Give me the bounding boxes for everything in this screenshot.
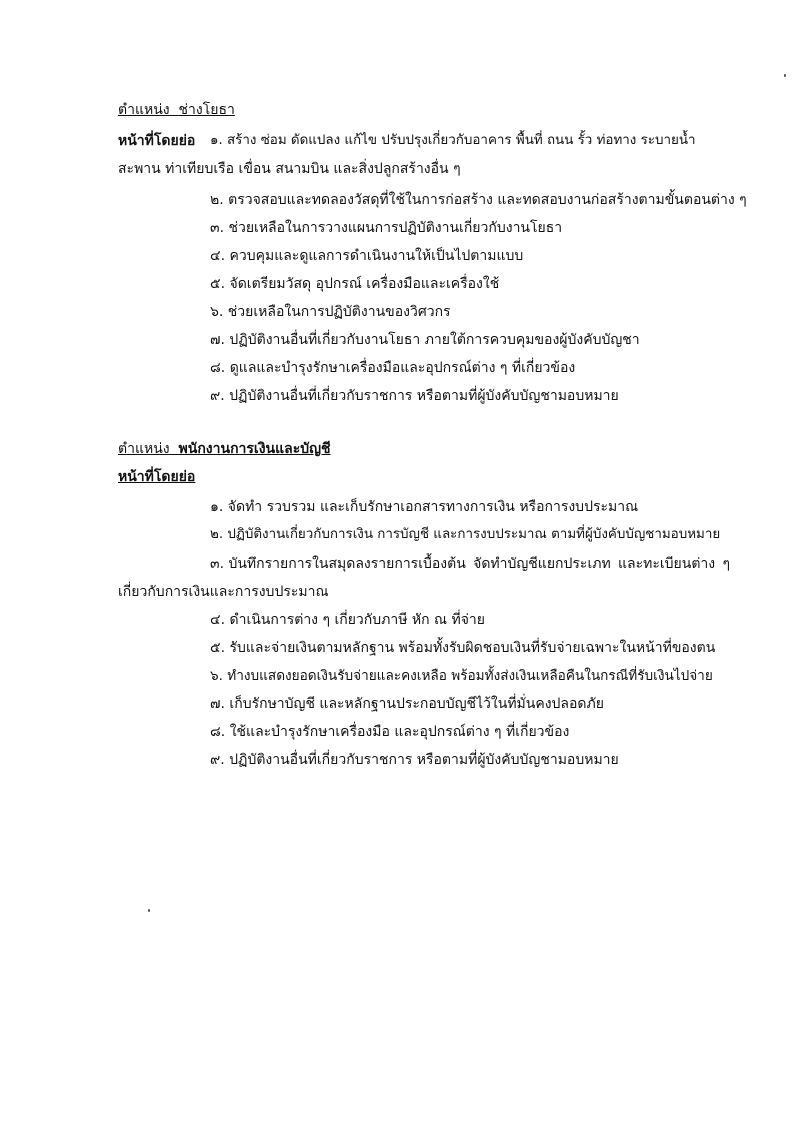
section2-item-3-word: ๆ [722,556,730,572]
section1-duties-label: หน้าที่โดยย่อ [118,133,196,149]
section1-item-4: ๔. ควบคุมและดูแลการดำเนินงานให้เป็นไปตามแบบ [210,248,524,264]
section1-item-6: ๖. ช่วยเหลือในการปฏิบัติงานของวิศวกร [210,304,451,320]
scan-speck [784,74,786,77]
section2-position-label: ตำแหน่ง [118,441,170,457]
section2-item-6: ๖. ทำงบแสดงยอดเงินรับจ่ายและคงเหลือ พร้อมทั้งส่งเงินเหลือคืนในกรณีที่รับเงินไปจ่าย [210,668,713,684]
section2-item-7: ๗. เก็บรักษาบัญชี และหลักฐานประกอบบัญชีไว้ในที่มั่นคงปลอดภัย [210,696,604,712]
section2-item-3-word: ๓. บันทึกรายการในสมุดลงรายการเบื้องต้น [210,556,466,572]
section1-item-7: ๗. ปฏิบัติงานอื่นที่เกี่ยวกับงานโยธา ภายใต้การควบคุมของผู้บังคับบัญชา [210,332,640,348]
section2-item-9: ๙. ปฏิบัติงานอื่นที่เกี่ยวกับราชการ หรือตามที่ผู้บังคับบัญชามอบหมาย [210,752,619,768]
section1-item-2: ๒. ตรวจสอบและทดลองวัสดุที่ใช้ในการก่อสร้าง และทดสอบงานก่อสร้างตามขั้นตอนต่าง ๆ [210,192,747,208]
section2-item-2: ๒. ปฏิบัติงานเกี่ยวกับการเงิน การบัญชี และการงบประมาณ ตามที่ผู้บังคับบัญชามอบหมาย [210,527,721,542]
section1-item-8: ๘. ดูแลและบำรุงรักษาเครื่องมือและอุปกรณ์ต่าง ๆ ที่เกี่ยวข้อง [210,360,576,376]
section1-item-1: ๑. สร้าง ซ่อม ดัดแปลง แก้ไข ปรับปรุงเกี่ยวกับอาคาร พื้นที่ ถนน รั้ว ท่อทาง ระบายน้ำ [210,133,696,148]
scan-speck [148,909,150,912]
section2-item-4: ๔. ดำเนินการต่าง ๆ เกี่ยวกับภาษี หัก ณ ที่จ่าย [210,612,485,628]
section1-item-5: ๕. จัดเตรียมวัสดุ อุปกรณ์ เครื่องมือและเครื่องใช้ [210,276,500,292]
section2-item-3-word: และทะเบียนต่าง [618,556,716,572]
section2-item-3 [210,554,730,574]
section2-item-3-continued: เกี่ยวกับการเงินและการงบประมาณ [118,584,329,600]
section2-item-8: ๘. ใช้และบำรุงรักษาเครื่องมือ และอุปกรณ์ต่าง ๆ ที่เกี่ยวข้อง [210,724,570,740]
section1-heading [118,100,235,120]
section1-item-3: ๓. ช่วยเหลือในการวางแผนการปฏิบัติงานเกี่ยวกับงานโยธา [210,220,563,236]
section2-item-3-word: จัดทำบัญชีแยกประเภท [473,556,611,572]
section2-item-1: ๑. จัดทำ รวบรวม และเก็บรักษาเอกสารทางการเงิน หรือการงบประมาณ [210,499,639,515]
section2-item-5: ๕. รับและจ่ายเงินตามหลักฐาน พร้อมทั้งรับผิดชอบเงินที่รับจ่ายเฉพาะในหน้าที่ของตน [210,640,716,656]
section1-duties-row [118,131,195,151]
section2-position-title: พนักงานการเงินและบัญชี [178,441,331,457]
section1-item-9: ๙. ปฏิบัติงานอื่นที่เกี่ยวกับราชการ หรือตามที่ผู้บังคับบัญชามอบหมาย [210,388,619,404]
section1-item-1-continued: สะพาน ท่าเทียบเรือ เขื่อน สนามบิน และสิ่งปลูกสร้างอื่น ๆ [118,161,461,177]
section2-heading [118,439,331,459]
section1-position-label: ตำแหน่ง [118,102,170,118]
section1-position-title: ช่างโยธา [178,102,235,118]
section2-duties-label: หน้าที่โดยย่อ [118,469,196,485]
